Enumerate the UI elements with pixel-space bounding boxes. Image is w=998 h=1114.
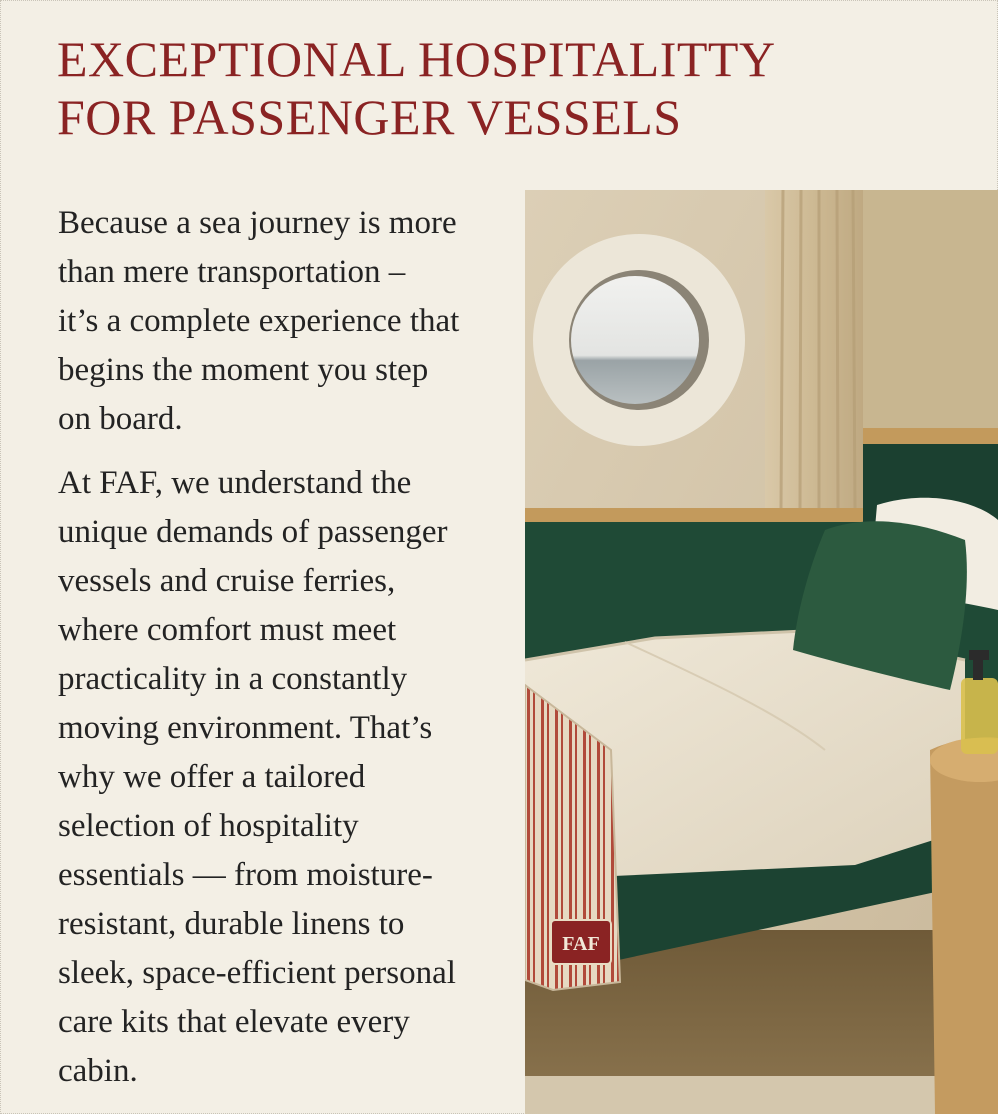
- body-paragraph: [58, 459, 508, 1096]
- intro-line: Because a sea journey is more: [58, 205, 457, 241]
- intro-line: on board.: [58, 401, 183, 437]
- body-line: resistant, durable linens to: [58, 906, 405, 942]
- body-line: cabin.: [58, 1053, 138, 1089]
- faf-label: [551, 920, 611, 964]
- wood-rail: [525, 508, 863, 522]
- body-line: vessels and cruise ferries,: [58, 563, 396, 599]
- body-line: selection of hospitality: [58, 808, 359, 844]
- body-line: practicality in a constantly: [58, 661, 408, 697]
- title-line-2: FOR PASSENGER VESSELS: [57, 89, 682, 145]
- body-line: care kits that elevate every: [58, 1004, 410, 1040]
- side-wall: [863, 190, 998, 440]
- body-line: moving environment. That’s: [58, 710, 433, 746]
- intro-line: begins the moment you step: [58, 352, 429, 388]
- body-line: where comfort must meet: [58, 612, 397, 648]
- intro-line: than mere transportation –: [58, 254, 406, 290]
- article-text: [58, 199, 508, 1096]
- porthole-glass: [571, 276, 699, 404]
- body-line: unique demands of passenger: [58, 514, 448, 550]
- bedside-table: [930, 737, 998, 1114]
- body-line: sleek, space-efficient personal: [58, 955, 456, 991]
- curtain: [765, 190, 863, 508]
- page-title: [57, 30, 776, 146]
- faf-label-text: FAF: [562, 933, 600, 955]
- wood-rail-right: [863, 428, 998, 444]
- body-line: why we offer a tailored: [58, 759, 366, 795]
- title-line-1: EXCEPTIONAL HOSPITALITTY: [57, 31, 776, 87]
- intro-paragraph: [58, 199, 508, 444]
- cabin-photo: [525, 190, 998, 1114]
- intro-line: it’s a complete experience that: [58, 303, 460, 339]
- body-line: At FAF, we understand the: [58, 465, 412, 501]
- body-line: essentials — from moisture-: [58, 857, 433, 893]
